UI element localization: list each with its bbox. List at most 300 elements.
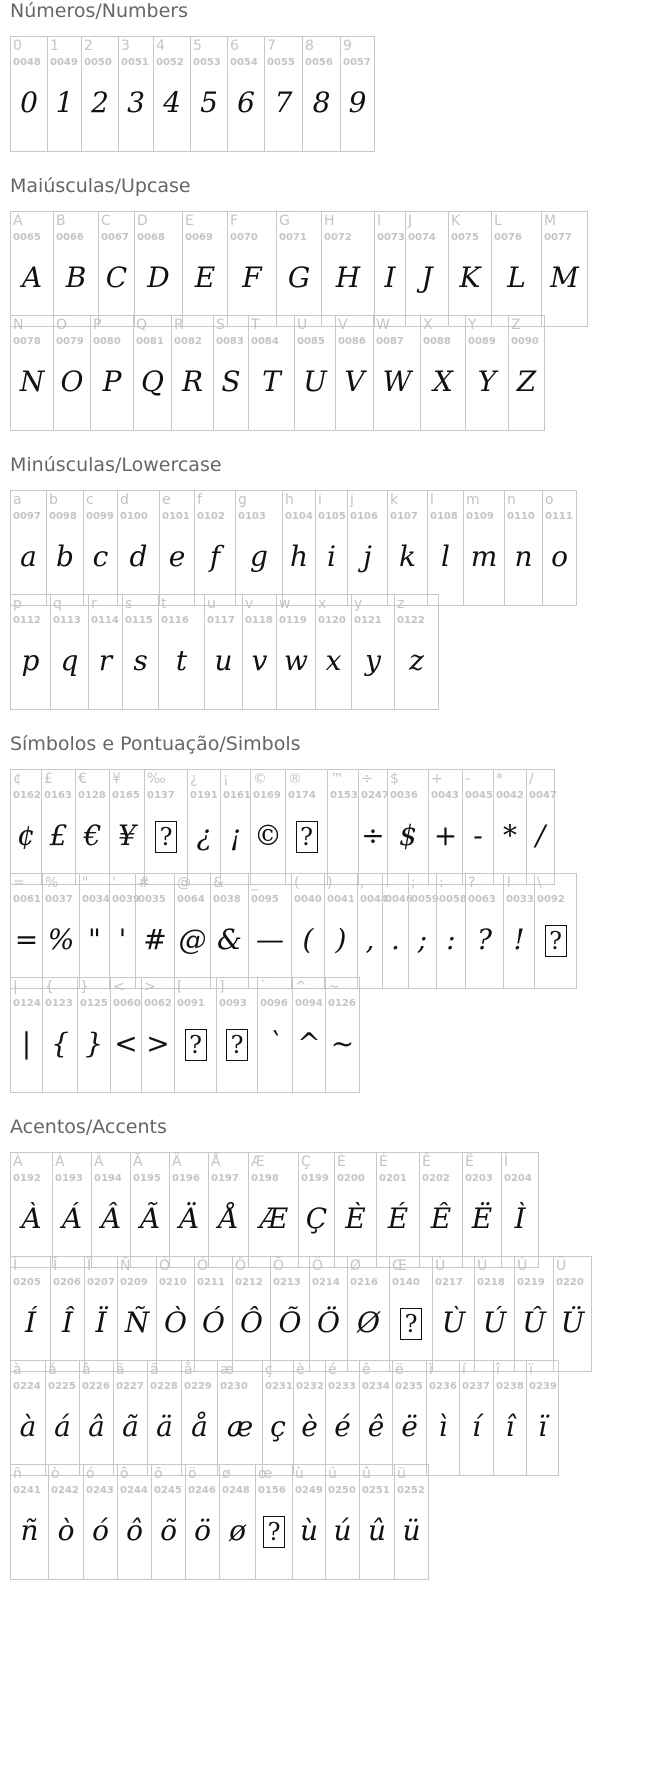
glyph-sample: Å [218,1202,239,1235]
glyph-cell [10,1256,51,1372]
glyph-cell [262,1360,294,1476]
character-label: v [245,596,254,612]
character-code: 0109 [466,511,494,522]
character-code: 0059 [411,894,439,905]
glyph-sample: @ [178,923,207,956]
glyph-sample: Y [477,365,497,398]
glyph-sample: l [441,540,450,573]
glyph-sample: ~ [330,1027,355,1060]
glyph-cell [118,36,154,152]
glyph-cell [117,1256,157,1372]
glyph-cell [153,36,191,152]
character-code: 0120 [318,615,346,626]
glyph-cell [359,1464,395,1580]
glyph-sample: c [92,540,109,573]
glyph-cell [248,873,292,989]
character-label: © [253,771,267,787]
character-label: \ [537,875,542,891]
glyph-sample: ; [417,923,428,956]
glyph-cell [465,873,504,989]
glyph-cell [75,769,110,885]
glyph-sample: ¢ [17,819,35,852]
character-label: À [13,1154,23,1170]
character-code: 0118 [245,615,273,626]
glyph-cell [169,1152,209,1268]
glyph-row [10,211,587,327]
character-label: ~ [328,979,340,995]
section-title: Maiúsculas/Upcase [10,175,191,197]
character-code: 0192 [13,1173,41,1184]
character-code: 0053 [193,57,221,68]
character-label: õ [154,1466,163,1482]
character-code: 0064 [177,894,205,905]
glyph-cell [420,315,466,431]
glyph-sample: € [83,819,102,852]
glyph-sample: h [289,540,309,573]
missing-glyph-box: ? [155,821,177,853]
character-label: o [545,492,554,508]
glyph-row [10,315,544,431]
glyph-sample: Í [24,1306,37,1339]
character-label: ] [219,979,225,995]
character-label: Ï [87,1258,92,1274]
glyph-sample: % [47,923,75,956]
glyph-cell [144,769,188,885]
character-label: Á [55,1154,65,1170]
glyph-sample: ( [302,923,314,956]
character-code: 0080 [93,336,121,347]
glyph-cell [10,211,54,327]
glyph-cell [10,1464,49,1580]
glyph-sample: ? [476,923,492,956]
character-code: 0108 [430,511,458,522]
character-code: 0124 [13,998,41,1009]
character-code: 0217 [435,1277,463,1288]
glyph-cell [204,594,243,710]
glyph-cell [276,594,316,710]
glyph-sample: Ù [441,1306,466,1339]
glyph-sample: ¡ [229,819,242,852]
glyph-cell [77,977,111,1093]
character-code: 0210 [159,1277,187,1288]
character-code: 0165 [112,790,140,801]
character-label: # [138,875,150,891]
glyph-sample: # [143,923,167,956]
glyph-cell [158,594,205,710]
character-label: l [430,492,434,508]
character-code: 0140 [392,1277,420,1288]
glyph-sample: H [335,261,361,294]
character-code: 0072 [324,232,352,243]
glyph-cell [10,490,47,606]
glyph-cell [91,1152,131,1268]
character-code: 0057 [343,57,371,68]
glyph-cell [88,594,123,710]
glyph-cell [220,769,251,885]
glyph-sample: C [105,261,128,294]
character-label: Ó [197,1258,209,1274]
glyph-sample: U [303,365,327,398]
character-code: 0095 [251,894,279,905]
section-title: Minúsculas/Lowercase [10,454,222,476]
glyph-sample: ê [367,1410,385,1443]
character-label: Í [13,1258,18,1274]
glyph-sample: É [387,1202,409,1235]
character-label: 3 [121,38,130,54]
character-code: 0161 [223,790,251,801]
character-code: 0204 [504,1173,532,1184]
glyph-sample: r [98,644,113,677]
glyph-cell [325,1464,360,1580]
character-label: b [49,492,58,508]
character-code: 0076 [494,232,522,243]
character-code: 0244 [120,1485,148,1496]
character-label: f [197,492,202,508]
glyph-sample: Â [100,1202,122,1235]
character-code: 0246 [188,1485,216,1496]
glyph-sample: Ñ [124,1306,150,1339]
character-label: ú [328,1466,337,1482]
glyph-sample: w [284,644,308,677]
glyph-cell [389,1256,433,1372]
character-code: 0048 [13,57,41,68]
character-code: 0252 [397,1485,425,1496]
glyph-cell [10,315,54,431]
character-label: ^ [295,979,307,995]
glyph-sample: á [54,1410,71,1443]
glyph-cell [327,769,359,885]
glyph-cell [181,1360,218,1476]
character-label: Q [136,317,148,333]
character-code: 0039 [112,894,140,905]
character-code: 0092 [537,894,565,905]
character-code: 0090 [511,336,539,347]
character-code: 0051 [121,57,149,68]
character-label: Ì [504,1154,509,1170]
glyph-cell [276,211,322,327]
glyph-cell [227,211,277,327]
glyph-sample: Ë [471,1202,493,1235]
glyph-cell [392,1360,427,1476]
glyph-sample: æ [226,1410,254,1443]
glyph-cell [501,1152,539,1268]
character-label: û [362,1466,371,1482]
character-label: 0 [13,38,22,54]
character-code: 0063 [468,894,496,905]
glyph-cell [387,769,429,885]
glyph-cell [50,594,89,710]
missing-glyph-icon [145,818,187,854]
character-label: M [544,213,557,229]
character-label: F [230,213,239,229]
character-label: Ä [172,1154,182,1170]
glyph-sample: Z [516,365,537,398]
glyph-sample: ó [92,1514,109,1547]
character-code: 0065 [13,232,41,243]
character-label: ì [429,1362,433,1378]
character-label: I [377,213,382,229]
character-code: 0069 [185,232,213,243]
character-label: à [13,1362,22,1378]
character-label: î [496,1362,500,1378]
glyph-row [10,1152,538,1268]
glyph-cell [325,1360,360,1476]
character-label: X [423,317,433,333]
glyph-cell [335,315,374,431]
character-code: 0058 [439,894,467,905]
missing-glyph-icon [286,818,327,854]
glyph-cell [419,1152,463,1268]
glyph-sample: Q [141,365,164,398]
glyph-cell [504,490,543,606]
glyph-sample: ù [299,1514,319,1547]
glyph-sample: í [472,1410,481,1443]
character-code: 0098 [49,511,77,522]
character-label: Y [468,317,477,333]
glyph-sample: û [367,1514,387,1547]
glyph-cell [270,1256,310,1372]
character-label: ê [362,1362,371,1378]
glyph-cell [526,1360,559,1476]
character-label: œ [258,1466,273,1482]
character-code: 0206 [53,1277,81,1288]
glyph-cell [358,769,388,885]
glyph-cell [190,36,228,152]
glyph-cell [376,1152,420,1268]
glyph-cell [309,1256,348,1372]
glyph-sample: b [56,540,74,573]
character-label: ò [51,1466,60,1482]
glyph-sample: D [147,261,170,294]
glyph-cell [534,873,577,989]
character-label: é [328,1362,337,1378]
character-code: 0174 [288,790,316,801]
character-label: d [120,492,129,508]
character-code: 0238 [496,1381,524,1392]
character-code: 0091 [177,998,205,1009]
glyph-sample: Ò [164,1306,187,1339]
character-label: $ [390,771,399,787]
character-code: 0087 [376,336,404,347]
glyph-sample: > [146,1027,170,1060]
character-code: 0224 [13,1381,41,1392]
character-label: B [56,213,66,229]
character-code: 0218 [477,1277,505,1288]
glyph-sample: 3 [127,86,145,119]
glyph-sample: — [256,923,284,956]
character-label: Œ [392,1258,407,1274]
character-label: G [279,213,290,229]
character-code: 0209 [120,1277,148,1288]
character-code: 0104 [285,511,313,522]
character-label: s [125,596,133,612]
character-code: 0125 [80,998,108,1009]
glyph-cell [48,1464,84,1580]
glyph-sample: õ [160,1514,177,1547]
character-label: Ò [159,1258,171,1274]
glyph-sample: * [503,819,517,852]
character-code: 0096 [260,998,288,1009]
glyph-cell [110,977,142,1093]
glyph-cell [147,1360,182,1476]
glyph-cell [79,873,110,989]
glyph-row [10,1360,558,1476]
character-label: k [390,492,399,508]
glyph-sample: S [221,365,241,398]
glyph-sample: - [473,819,483,852]
character-label: U [297,317,308,333]
glyph-cell [405,211,449,327]
character-code: 0066 [56,232,84,243]
character-code: 0050 [84,57,112,68]
character-code: 0061 [13,894,41,905]
glyph-sample: m [470,540,498,573]
character-code: 0103 [238,511,266,522]
character-label: | [13,979,18,995]
glyph-sample: J [421,261,433,294]
character-label: J [408,213,413,229]
glyph-sample: O [60,365,84,398]
character-code: 0033 [506,894,534,905]
glyph-cell [459,1360,494,1476]
character-code: 0105 [318,511,346,522]
glyph-sample: x [325,644,342,677]
glyph-cell [347,1256,390,1372]
character-label: * [496,771,503,787]
glyph-sample: ï [538,1410,547,1443]
glyph-sample: B [65,261,87,294]
glyph-cell [357,873,388,989]
character-label: Õ [273,1258,285,1274]
glyph-cell [117,490,160,606]
glyph-row [10,769,557,885]
glyph-cell [122,594,159,710]
character-code: 0042 [496,790,524,801]
character-code: 0193 [55,1173,83,1184]
character-code: 0107 [390,511,418,522]
character-label: ¿ [190,771,198,787]
character-label: 9 [343,38,352,54]
glyph-cell [315,490,348,606]
character-label: > [144,979,156,995]
character-code: 0156 [258,1485,286,1496]
glyph-cell [248,1152,299,1268]
glyph-cell [541,211,588,327]
glyph-sample: 6 [237,86,255,119]
missing-glyph-icon [535,922,576,958]
character-label: + [431,771,443,787]
glyph-sample: Ø [357,1306,380,1339]
glyph-sample: ô [126,1514,143,1547]
character-code: 0113 [53,615,81,626]
glyph-sample: ú [333,1514,352,1547]
character-code: 0085 [297,336,325,347]
glyph-cell [503,873,535,989]
character-label: ë [395,1362,404,1378]
character-code: 0191 [190,790,218,801]
character-code: 0086 [338,336,366,347]
character-label: Î [53,1258,58,1274]
character-code: 0251 [362,1485,390,1496]
character-label: í [462,1362,466,1378]
character-code: 0229 [184,1381,212,1392]
glyph-sample: q [60,644,79,677]
glyph-cell [134,211,183,327]
character-label: L [494,213,502,229]
glyph-cell [294,315,336,431]
glyph-cell [174,977,217,1093]
character-code: 0037 [45,894,73,905]
glyph-cell [235,490,283,606]
character-code: 0203 [465,1173,493,1184]
character-code: 0195 [133,1173,161,1184]
glyph-cell [210,873,249,989]
glyph-sample: ü [402,1514,421,1547]
glyph-sample: £ [49,819,68,852]
glyph-sample: à [19,1410,37,1443]
glyph-sample: Ê [430,1202,452,1235]
character-label: _ [251,875,258,891]
glyph-sample: / [535,819,546,852]
glyph-cell [130,1152,170,1268]
glyph-cell [436,873,466,989]
glyph-sample: å [191,1410,208,1443]
character-code: 0216 [350,1277,378,1288]
character-label: ' [112,875,116,891]
glyph-cell [171,315,214,431]
glyph-sample: F [242,261,262,294]
glyph-sample: g [250,540,268,573]
character-label: 8 [305,38,314,54]
character-label: ® [288,771,302,787]
glyph-cell [41,769,76,885]
glyph-sample: y [365,644,381,677]
glyph-cell [113,1360,148,1476]
character-code: 0245 [154,1485,182,1496]
glyph-cell [427,490,464,606]
glyph-cell [340,36,375,152]
character-label: D [137,213,148,229]
character-code: 0101 [162,511,190,522]
character-code: 0110 [507,511,535,522]
character-code: 0200 [337,1173,365,1184]
character-label: [ [177,979,183,995]
glyph-cell [394,594,439,710]
character-label: Ç [301,1154,311,1170]
glyph-sample: 0 [20,86,38,119]
glyph-cell [81,36,119,152]
character-label: , [360,875,365,891]
glyph-sample: . [391,923,400,956]
character-code: 0196 [172,1173,200,1184]
glyph-cell [10,594,51,710]
glyph-cell [508,315,545,431]
glyph-sample: V [344,365,365,398]
missing-glyph-icon [390,1305,432,1341]
glyph-sample: A [21,261,43,294]
character-label: ? [468,875,476,891]
character-code: 0062 [144,998,172,1009]
character-code: 0046 [385,894,413,905]
character-label: } [80,979,89,995]
glyph-cell [542,490,577,606]
glyph-sample: À [21,1202,42,1235]
glyph-sample: ë [401,1410,418,1443]
character-code: 0083 [216,336,244,347]
character-code: 0055 [267,57,295,68]
glyph-sample: 5 [200,86,218,119]
glyph-sample: : [446,923,456,956]
